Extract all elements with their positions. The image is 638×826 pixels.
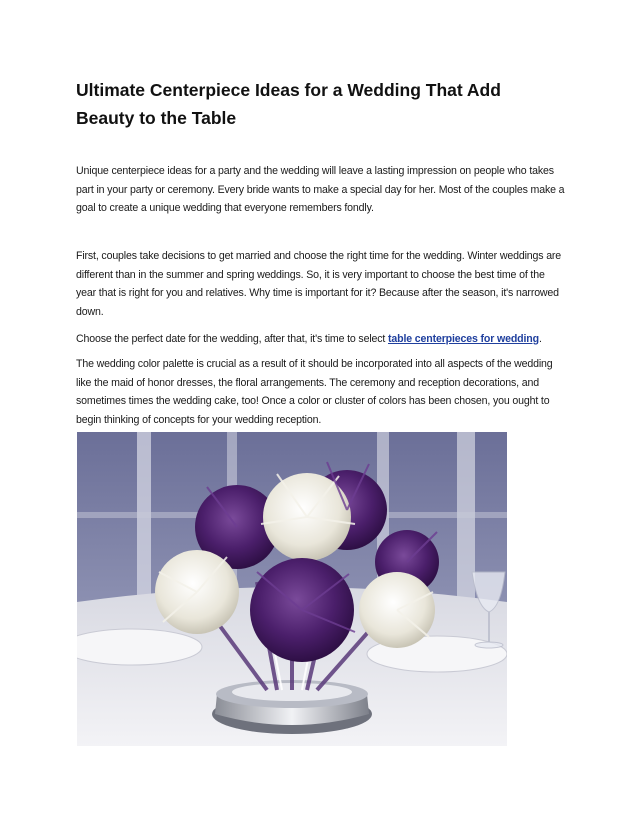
centerpiece-photo (77, 432, 507, 746)
paragraph-color-palette: The wedding color palette is crucial as a result of it should be incorporated into all aspects of the wedding like the maid of honor dresses, the floral arrangements. The ceremony and reception decorations, and sometimes times the wedding cake, too! Once a color or cluster of colors has been chosen, you ought to begin thinking of concepts for your wedding reception. (76, 358, 553, 426)
paragraph-date (76, 330, 566, 349)
paragraph-date-end: . (538, 333, 542, 345)
paragraph-timing: First, couples take decisions to get married and choose the right time for the wedding. Winter weddings are different than in the summer and spring weddings. So, it is very important to choose the best time of the year that is right for you and relatives. Why time is important for it? Because after the season, it's narrowed down. (76, 250, 562, 318)
article-title: Ultimate Centerpiece Ideas for a Wedding That Add Beauty to the Table (76, 80, 501, 128)
centerpiece-illustration (77, 432, 507, 746)
paragraph-intro: Unique centerpiece ideas for a party and the wedding will leave a lasting impression on people who takes part in your party or ceremony. Every bride wants to make a special day for her. Most of the couples make a goal to create a unique wedding that everyone remembers fondly. (76, 165, 565, 215)
table-centerpieces-link[interactable]: table centerpieces for wedding (388, 333, 539, 345)
paragraph-date-text: Choose the perfect date for the wedding, after that, it's time to select (76, 333, 389, 345)
